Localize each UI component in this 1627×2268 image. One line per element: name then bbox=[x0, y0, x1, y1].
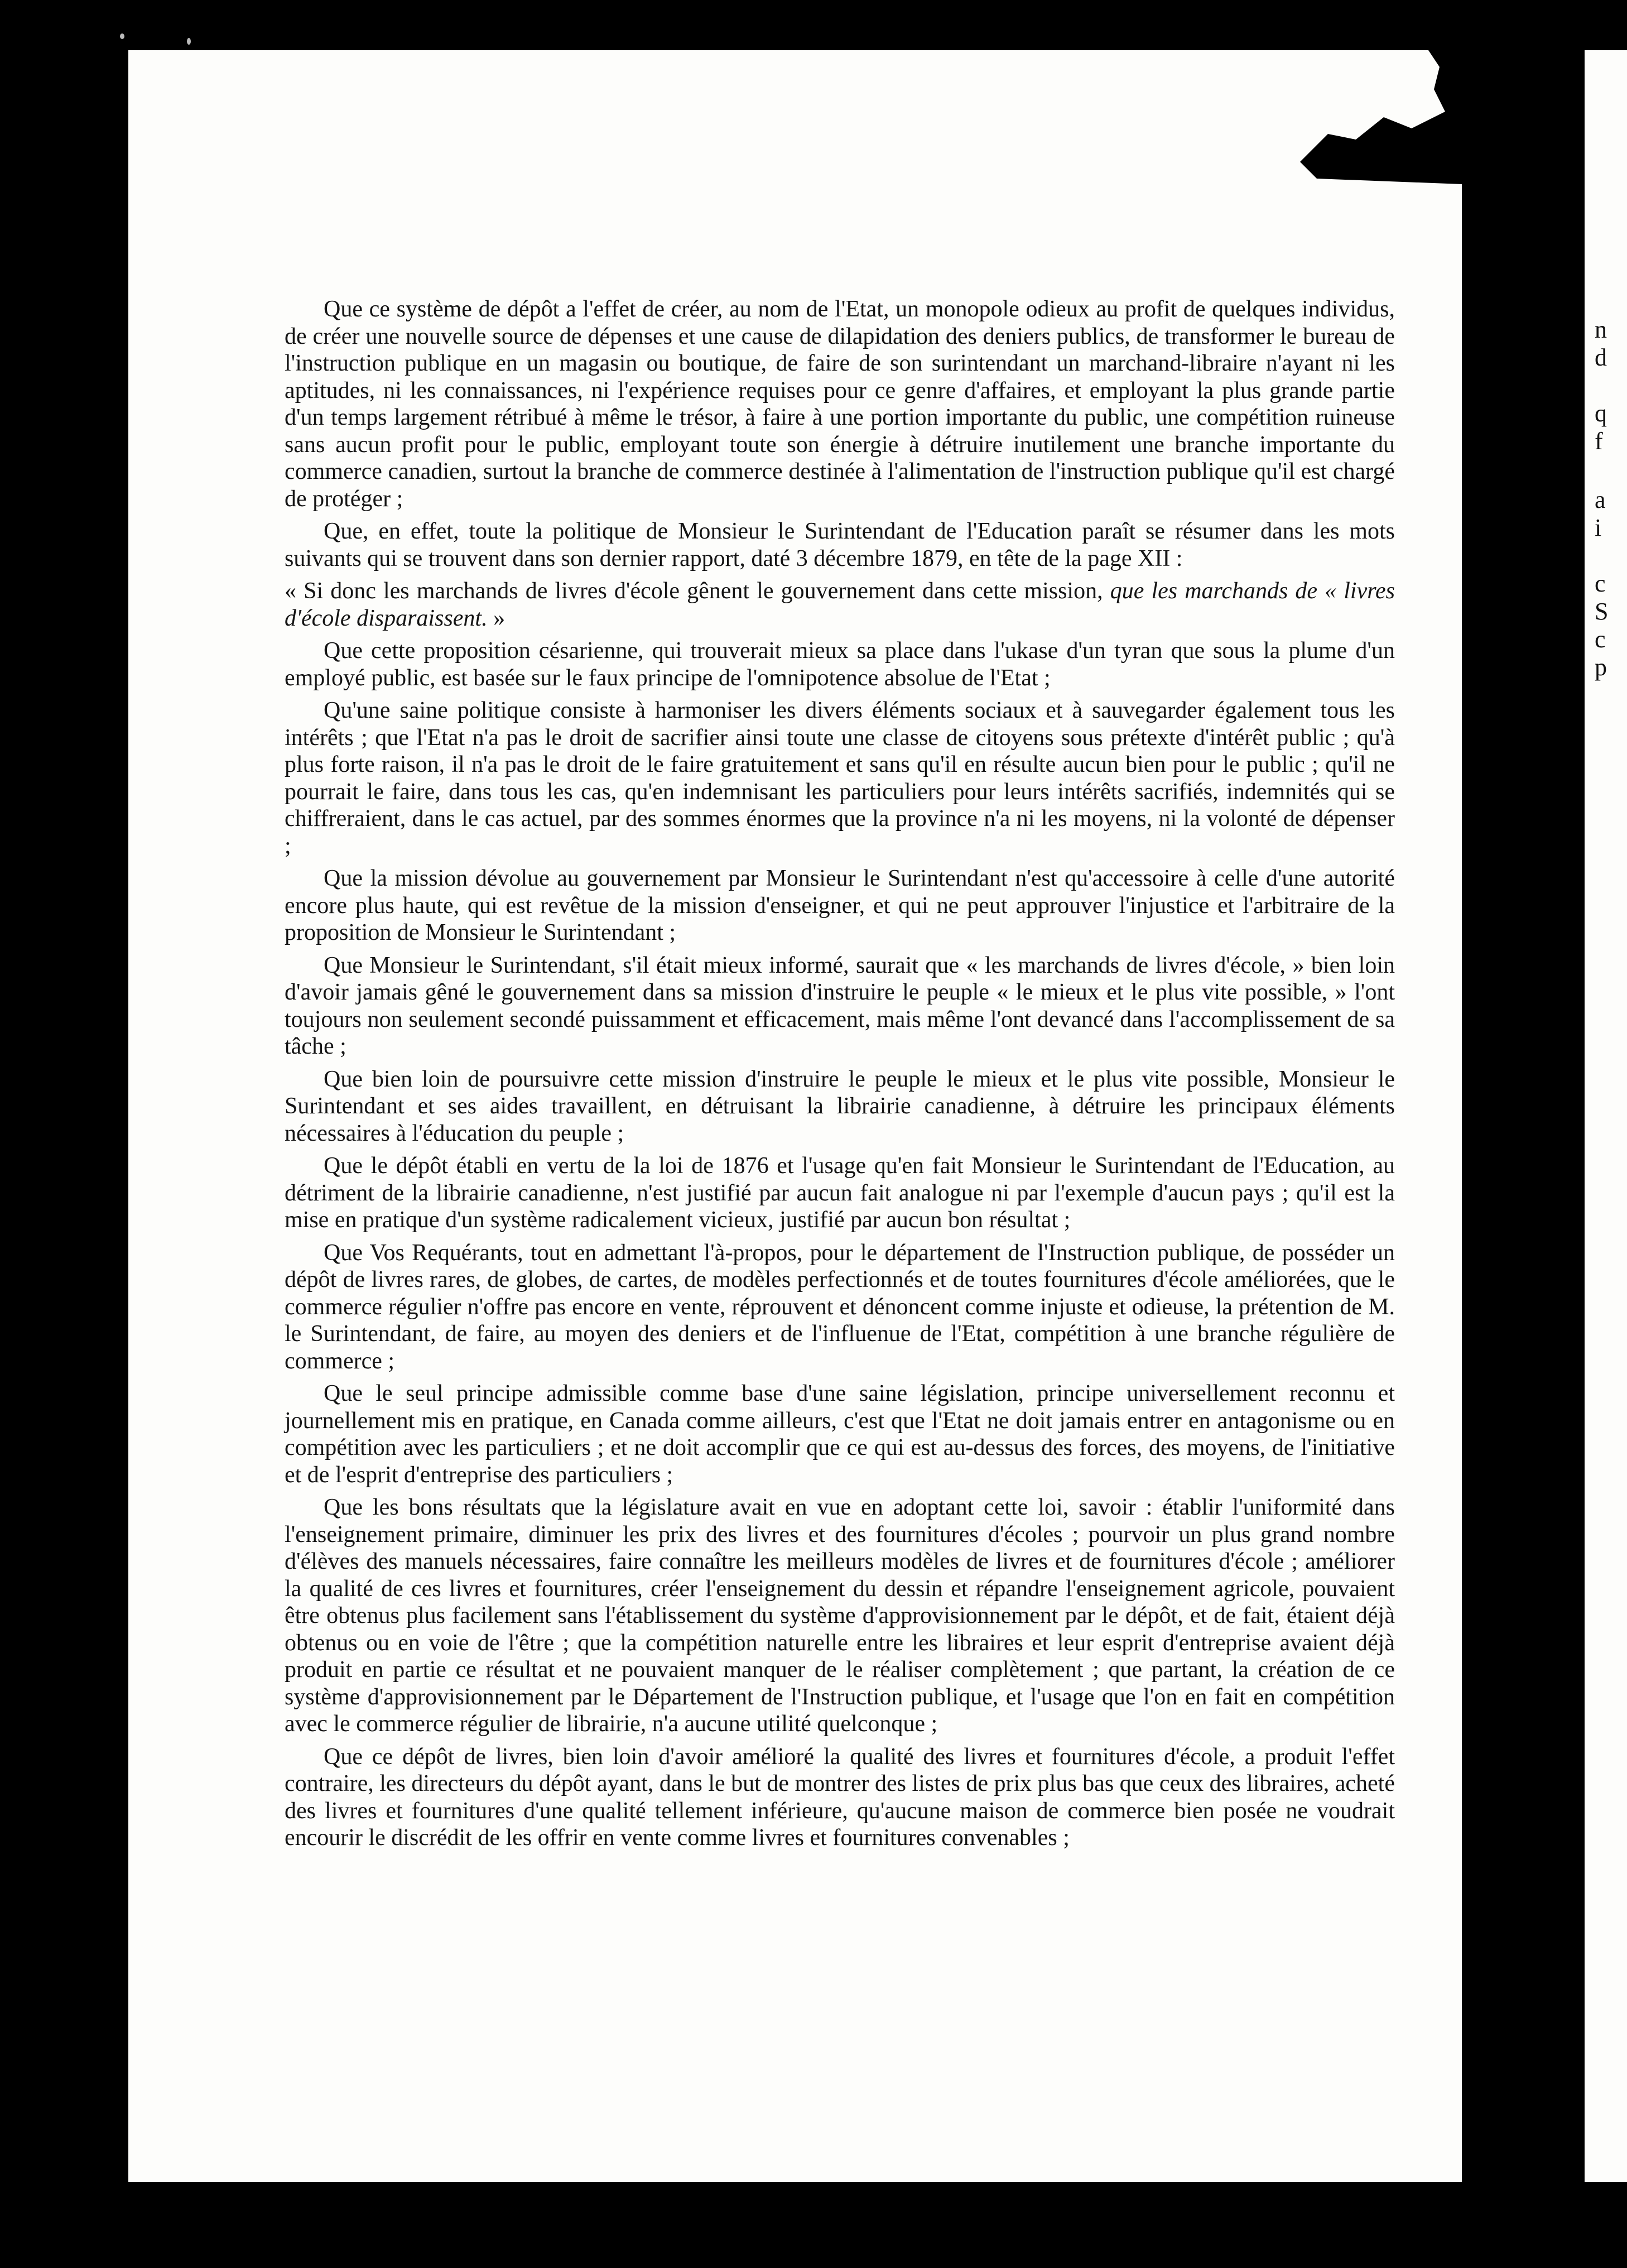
margin-fragment: c bbox=[1595, 570, 1606, 597]
paragraph: Que le seul principe admissible comme base d'une saine législation, principe universellement reconnu et journellement mis en pratique, en Canada comme ailleurs, c'est que l'Etat ne doit jamais entrer en antagonisme ou en compétition avec les particuliers ; et ne doit accomplir que ce qui est au-dessus des forces, des moyens, de l'initiative et de l'esprit d'entreprise des particuliers ; bbox=[285, 1381, 1395, 1488]
margin-fragment: d bbox=[1595, 344, 1607, 371]
paragraph: Que Vos Requérants, tout en admettant l'à-propos, pour le département de l'Instruction publique, de posséder un dépôt de livres rares, de globes, de cartes, de modèles perfectionnés et de toutes fournitures d'école améliorées, que le commerce régulier n'offre pas encore en vente, réprouvent et dénoncent comme injuste et odieuse, la prétention de M. le Surintendant, de faire, au moyen des deniers et de l'influenue de l'Etat, compétition à une branche régulière de commerce ; bbox=[285, 1239, 1395, 1374]
quotation-text: « Si donc les marchands de livres d'école gênent le gouvernement dans cette mission, bbox=[285, 578, 1110, 604]
quotation-close: » bbox=[487, 605, 506, 631]
margin-fragment: i bbox=[1595, 514, 1602, 541]
scan-speck bbox=[120, 33, 124, 39]
scan-speck bbox=[187, 38, 191, 45]
paragraph: Que, en effet, toute la politique de Monsieur le Surintendant de l'Education paraît se résumer dans les mots suivants qui se trouvent dans son dernier rapport, daté 3 décembre 1879, en tête de la page XII : bbox=[285, 518, 1395, 571]
paragraph: Que Monsieur le Surintendant, s'il était mieux informé, saurait que « les marchands de livres d'école, » bien loin d'avoir jamais gêné le gouvernement dans sa mission d'instruire le peuple « le mieux et le plus vite possible, » l'ont toujours non seulement secondé puissamment et efficacement, mais même l'ont devancé dans l'accomplissement de sa tâche ; bbox=[285, 952, 1395, 1059]
margin-fragment: c bbox=[1595, 626, 1606, 653]
margin-fragment: n bbox=[1595, 316, 1607, 343]
paragraph: Que cette proposition césarienne, qui trouverait mieux sa place dans l'ukase d'un tyran que sous la plume d'un employé public, est basée sur le faux principe de l'omnipotence absolue de l'Etat ; bbox=[285, 638, 1395, 691]
quotation bbox=[285, 578, 1395, 632]
adjacent-page-fragment bbox=[1585, 50, 1627, 2182]
quotation-italic: que les marchands de « livres d'école disparaissent. bbox=[285, 578, 1395, 631]
paragraph: Que la mission dévolue au gouvernement par Monsieur le Surintendant n'est qu'accessoire à celle d'une autorité encore plus haute, qui est revêtue de la mission d'enseigner, et qui ne peut approuver l'injustice et l'arbitraire de la proposition de Monsieur le Surintendant ; bbox=[285, 866, 1395, 945]
margin-fragment: a bbox=[1595, 486, 1606, 513]
margin-fragment: f bbox=[1595, 427, 1603, 455]
paragraph: Que les bons résultats que la législature avait en vue en adoptant cette loi, savoir : établir l'uniformité dans l'enseignement primaire, diminuer les prix des livres et des fournitures d'écoles ; pourvoir un plus grand nombre d'élèves des manuels nécessaires, faire connaître les meilleurs modèles de livres et de fournitures d'école ; améliorer la qualité de ces livres et fournitures, créer l'enseignement du dessin et répandre l'enseignement agricole, pouvaient être obtenus plus facilement sans l'établissement du système d'approvisionnement par le dépôt, et de fait, étaient déjà obtenus ou en voie de l'être ; que la compétition naturelle entre les libraires et leur esprit d'entreprise avaient déjà produit en partie ce résultat et ne pouvaient manquer de le réaliser complètement ; que partant, la création de ce système d'approvisionnement par le Département de l'Instruction publique, et l'usage que l'on en fait en compétition avec le commerce régulier de librairie, n'a aucune utilité quelconque ; bbox=[285, 1495, 1395, 1737]
paragraph: Que bien loin de poursuivre cette mission d'instruire le peuple le mieux et le plus vite possible, Monsieur le Surintendant et ses aides travaillent, en détruisant la librairie canadienne, à détruire les principaux éléments nécessaires à l'éducation du peuple ; bbox=[285, 1066, 1395, 1146]
paragraph: Que ce dépôt de livres, bien loin d'avoir amélioré la qualité des livres et fournitures d'école, a produit l'effet contraire, les directeurs du dépôt ayant, dans le but de montrer des listes de prix plus bas que ceux des libraires, acheté des livres et fournitures d'une qualité tellement inférieure, qu'aucune maison de commerce bien posée ne voudrait encourir le discrédit de les offrir en vente comme livres et fournitures convenables ; bbox=[285, 1743, 1395, 1851]
margin-fragment: q bbox=[1595, 400, 1607, 427]
paragraph: Que le dépôt établi en vertu de la loi de 1876 et l'usage qu'en fait Monsieur le Surintendant de l'Education, au détriment de la librairie canadienne, n'est justifié par aucun fait analogue ni par l'exemple d'aucun pays ; qu'il est la mise en pratique d'un système radicalement vicieux, justifié par aucun bon résultat ; bbox=[285, 1153, 1395, 1233]
margin-fragment: p bbox=[1595, 654, 1607, 681]
margin-fragment: S bbox=[1595, 598, 1609, 625]
paragraph: Que ce système de dépôt a l'effet de créer, au nom de l'Etat, un monopole odieux au profit de quelques individus, de créer une nouvelle source de dépenses et une cause de dilapidation des deniers publics, de transformer le bureau de l'instruction publique en un magasin ou boutique, de faire de son surintendant un marchand-libraire n'ayant ni les aptitudes, ni les connaissances, ni l'expérience requises pour ce genre d'affaires, et employant la plus grande partie d'un temps largement rétribué à même le trésor, à faire à une portion importante du public, une compétition ruineuse sans aucun profit pour le public, employant toute son énergie à détruire inutilement une branche importante du commerce canadien, surtout la branche de commerce destinée à l'alimentation de l'instruction publique qu'il est chargé de protéger ; bbox=[285, 296, 1395, 512]
document-body bbox=[285, 296, 1395, 1857]
paragraph: Qu'une saine politique consiste à harmoniser les divers éléments sociaux et à sauvegarder également tous les intérêts ; que l'Etat n'a pas le droit de sacrifier ainsi toute une classe de citoyens sous prétexte d'intérêt public ; qu'à plus forte raison, il n'a pas le droit de le faire gratuitement et sans qu'il en résulte aucun bien pour le public ; qu'il ne pourrait le faire, dans tous les cas, qu'en indemnisant les particuliers pour leurs intérêts sacrifiés, indemnités qui se chiffreraient, dans le cas actuel, par des sommes énormes que la province n'a ni les moyens, ni la volonté de dépenser ; bbox=[285, 698, 1395, 859]
